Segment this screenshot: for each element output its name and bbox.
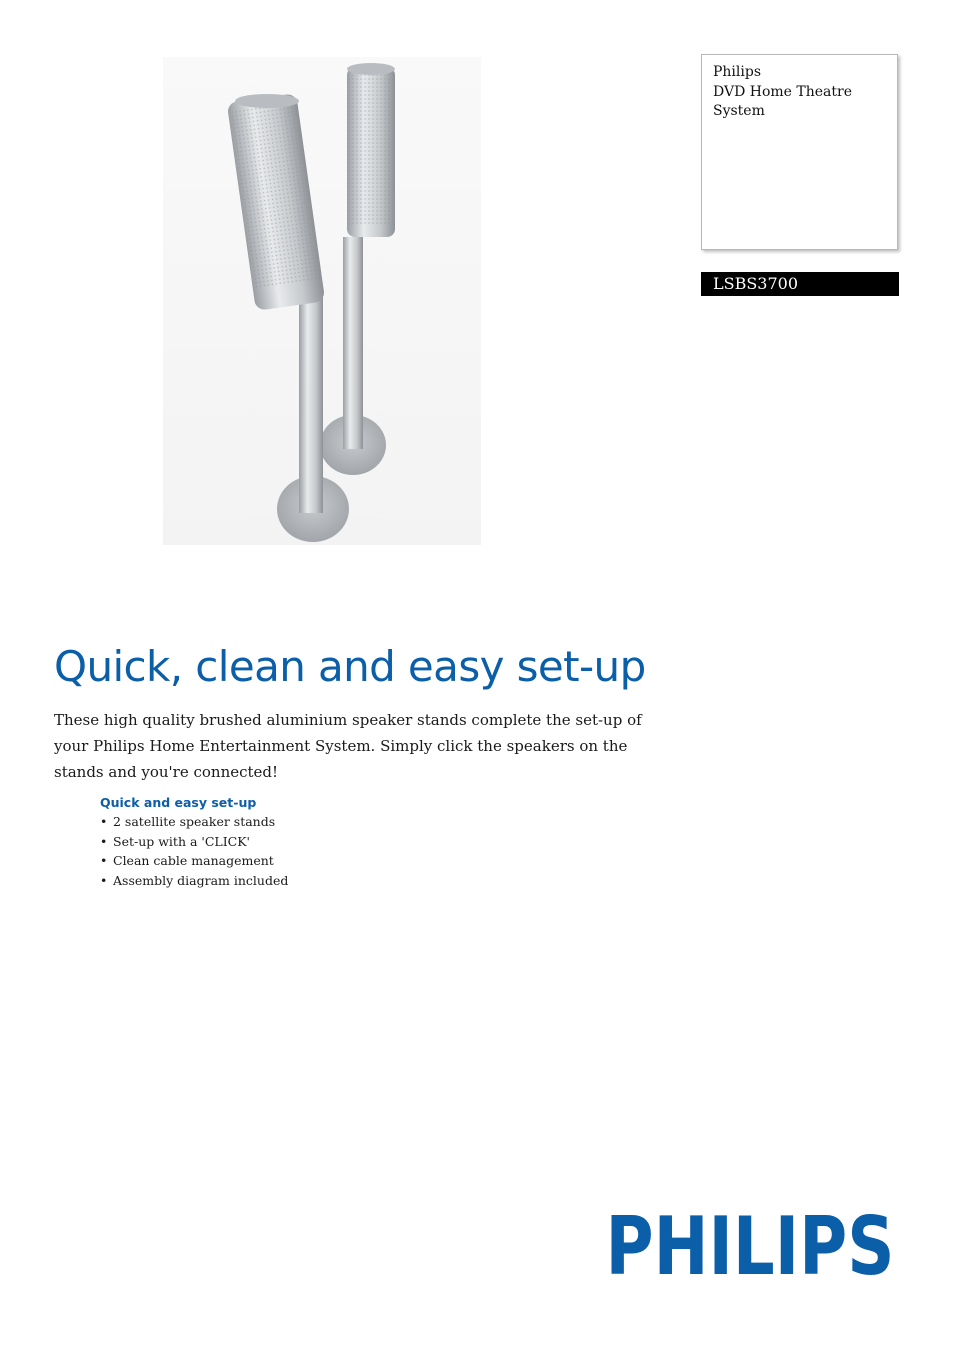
intro-paragraph: These high quality brushed aluminium speaker stands complete the set-up of your Philips Home Entertainment System. Simply click the speakers on the stands and you're connected! — [54, 711, 642, 781]
product-info-box — [701, 54, 898, 250]
bullet: • — [100, 814, 108, 829]
category-line-1: DVD Home Theatre — [713, 83, 853, 100]
feature-text: 2 satellite speaker stands — [113, 814, 276, 829]
logo-wordmark: PHILIPS — [605, 1200, 895, 1293]
feature-text: Assembly diagram included — [113, 872, 289, 888]
feature-text: Clean cable management — [113, 853, 274, 868]
brand-name: Philips — [713, 64, 762, 80]
list-item — [100, 812, 500, 832]
philips-logo — [605, 1200, 896, 1293]
product-image — [163, 57, 481, 545]
page-title: Quick, clean and easy set-up — [54, 642, 646, 691]
feature-text: Set-up with a 'CLICK' — [113, 833, 250, 849]
bullet: • — [100, 853, 108, 868]
bullet: • — [100, 872, 108, 888]
list-item — [100, 832, 500, 852]
features-list — [100, 812, 500, 890]
category-line-2: System — [713, 103, 765, 119]
speaker-stands-image — [163, 57, 481, 545]
features-heading: Quick and easy set-up — [100, 795, 257, 810]
model-number: LSBS3700 — [701, 272, 899, 296]
list-item — [100, 851, 500, 871]
list-item — [100, 871, 500, 891]
features-section — [100, 794, 500, 890]
bullet: • — [100, 833, 108, 849]
